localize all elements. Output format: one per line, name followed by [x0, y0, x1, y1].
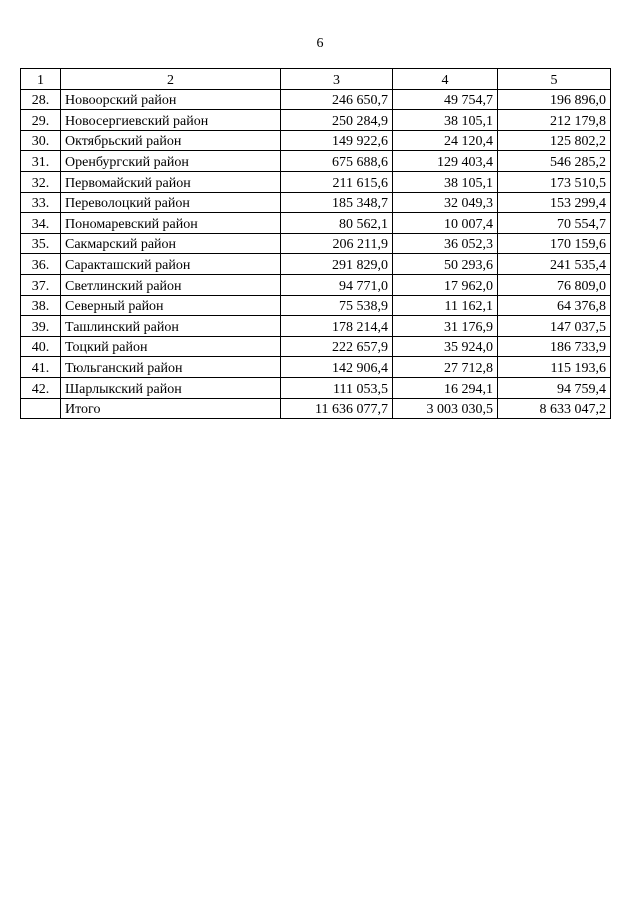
value-col-3: 291 829,0 — [281, 254, 393, 275]
page-number: 6 — [316, 36, 324, 51]
table-row — [21, 274, 611, 295]
district-name: Саракташский район — [61, 254, 281, 275]
row-number: 39. — [21, 316, 61, 337]
value-col-3: 178 214,4 — [281, 316, 393, 337]
value-col-5: 70 554,7 — [498, 213, 611, 234]
district-name: Октябрьский район — [61, 130, 281, 151]
value-col-4: 36 052,3 — [393, 233, 498, 254]
value-col-4: 50 293,6 — [393, 254, 498, 275]
column-header: 3 — [281, 69, 393, 90]
value-col-4: 10 007,4 — [393, 213, 498, 234]
row-number: 36. — [21, 254, 61, 275]
district-name: Северный район — [61, 295, 281, 316]
district-name: Новосергиевский район — [61, 110, 281, 131]
value-col-4: 129 403,4 — [393, 151, 498, 172]
value-col-4: 27 712,8 — [393, 357, 498, 378]
row-number: 33. — [21, 192, 61, 213]
value-col-4: 24 120,4 — [393, 130, 498, 151]
table-row — [21, 377, 611, 398]
district-name: Светлинский район — [61, 274, 281, 295]
value-col-5: 76 809,0 — [498, 274, 611, 295]
value-col-4: 35 924,0 — [393, 336, 498, 357]
table-row — [21, 110, 611, 131]
row-number: 35. — [21, 233, 61, 254]
column-header: 1 — [21, 69, 61, 90]
table-row — [21, 89, 611, 110]
table-row — [21, 336, 611, 357]
value-col-5: 125 802,2 — [498, 130, 611, 151]
value-col-5: 94 759,4 — [498, 377, 611, 398]
value-col-3: 246 650,7 — [281, 89, 393, 110]
district-name: Переволоцкий район — [61, 192, 281, 213]
table-row — [21, 171, 611, 192]
row-number: 37. — [21, 274, 61, 295]
value-col-5: 64 376,8 — [498, 295, 611, 316]
value-col-3: 185 348,7 — [281, 192, 393, 213]
table-row — [21, 213, 611, 234]
value-col-5: 241 535,4 — [498, 254, 611, 275]
value-col-5: 546 285,2 — [498, 151, 611, 172]
value-col-4: 38 105,1 — [393, 171, 498, 192]
row-number: 28. — [21, 89, 61, 110]
value-col-5: 153 299,4 — [498, 192, 611, 213]
value-col-4: 49 754,7 — [393, 89, 498, 110]
row-number: 29. — [21, 110, 61, 131]
value-col-5: 170 159,6 — [498, 233, 611, 254]
district-name: Оренбургский район — [61, 151, 281, 172]
total-col-3: 11 636 077,7 — [281, 398, 393, 419]
table-row — [21, 130, 611, 151]
value-col-5: 147 037,5 — [498, 316, 611, 337]
district-name: Первомайский район — [61, 171, 281, 192]
column-header: 4 — [393, 69, 498, 90]
value-col-3: 206 211,9 — [281, 233, 393, 254]
table-header-row — [21, 69, 611, 90]
district-budget-table — [20, 68, 611, 419]
column-header: 5 — [498, 69, 611, 90]
value-col-5: 196 896,0 — [498, 89, 611, 110]
value-col-4: 31 176,9 — [393, 316, 498, 337]
value-col-4: 11 162,1 — [393, 295, 498, 316]
total-col-5: 8 633 047,2 — [498, 398, 611, 419]
district-name: Шарлыкский район — [61, 377, 281, 398]
table-row — [21, 192, 611, 213]
value-col-3: 75 538,9 — [281, 295, 393, 316]
row-number: 40. — [21, 336, 61, 357]
district-name: Ташлинский район — [61, 316, 281, 337]
value-col-5: 186 733,9 — [498, 336, 611, 357]
table-row — [21, 233, 611, 254]
row-number: 38. — [21, 295, 61, 316]
row-number: 31. — [21, 151, 61, 172]
row-number: 41. — [21, 357, 61, 378]
column-header: 2 — [61, 69, 281, 90]
total-row — [21, 398, 611, 419]
row-number: 30. — [21, 130, 61, 151]
value-col-3: 94 771,0 — [281, 274, 393, 295]
value-col-4: 38 105,1 — [393, 110, 498, 131]
total-col-4: 3 003 030,5 — [393, 398, 498, 419]
value-col-5: 212 179,8 — [498, 110, 611, 131]
value-col-5: 115 193,6 — [498, 357, 611, 378]
row-number: 32. — [21, 171, 61, 192]
district-name: Сакмарский район — [61, 233, 281, 254]
district-name: Пономаревский район — [61, 213, 281, 234]
value-col-4: 17 962,0 — [393, 274, 498, 295]
row-number — [21, 398, 61, 419]
district-name: Тюльганский район — [61, 357, 281, 378]
value-col-5: 173 510,5 — [498, 171, 611, 192]
row-number: 42. — [21, 377, 61, 398]
table-row — [21, 295, 611, 316]
table-row — [21, 151, 611, 172]
table-row — [21, 316, 611, 337]
table-row — [21, 254, 611, 275]
district-name: Тоцкий район — [61, 336, 281, 357]
value-col-3: 222 657,9 — [281, 336, 393, 357]
value-col-3: 149 922,6 — [281, 130, 393, 151]
row-number: 34. — [21, 213, 61, 234]
district-name: Новоорский район — [61, 89, 281, 110]
value-col-3: 111 053,5 — [281, 377, 393, 398]
total-label: Итого — [61, 398, 281, 419]
value-col-3: 250 284,9 — [281, 110, 393, 131]
value-col-3: 142 906,4 — [281, 357, 393, 378]
value-col-3: 80 562,1 — [281, 213, 393, 234]
value-col-3: 211 615,6 — [281, 171, 393, 192]
value-col-3: 675 688,6 — [281, 151, 393, 172]
value-col-4: 16 294,1 — [393, 377, 498, 398]
value-col-4: 32 049,3 — [393, 192, 498, 213]
table-row — [21, 357, 611, 378]
